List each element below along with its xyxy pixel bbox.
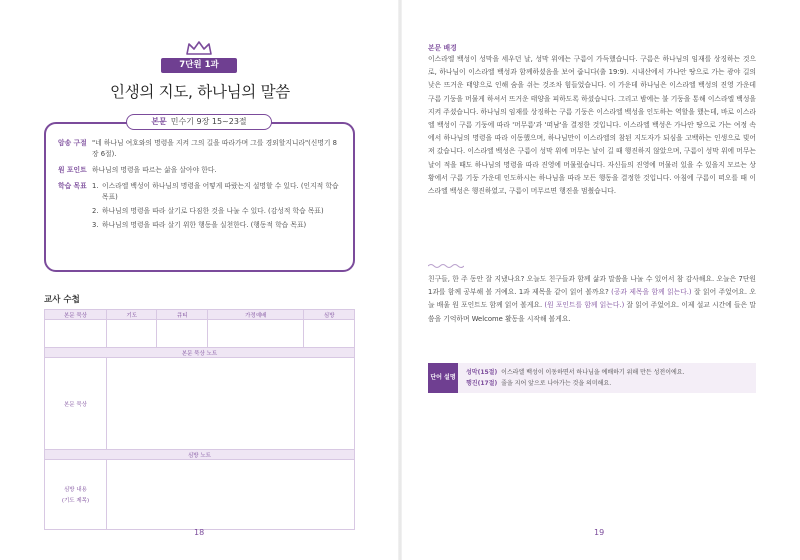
meditation-note-row: [45, 358, 355, 450]
teacher-training-table: [44, 309, 355, 530]
checklist-cell[interactable]: [45, 320, 107, 348]
instruction-note: (공과 제목을 함께 읽는다.): [611, 288, 692, 297]
meditation-section-row: [45, 348, 355, 358]
main-point-row: [58, 165, 341, 176]
goal-item: 1. 이스라엘 백성이 하나님의 명령을 어떻게 따랐는지 설명할 수 있다. (인지적 학습 목표): [92, 182, 339, 201]
vocabulary-item: 행진(17절) 줄을 지어 앞으로 나아가는 것을 의미해요.: [466, 380, 612, 387]
column-header: 심방: [304, 310, 355, 320]
visit-note-area[interactable]: [107, 460, 355, 530]
wave-divider-icon: [428, 263, 464, 269]
column-header: 본문 묵상: [45, 310, 107, 320]
vocabulary-box: [428, 363, 756, 393]
column-header: 기도: [107, 310, 157, 320]
meditation-section-header: 본문 묵상 노트: [45, 348, 355, 358]
memory-verse-label: 암송 구절: [58, 139, 87, 147]
vocabulary-label: 단어 설명: [428, 363, 458, 393]
visit-row-label: 심방 내용 (기도 제목): [45, 460, 107, 530]
learning-goals-row: [58, 181, 341, 231]
unit-tag: 7단원 1과: [161, 58, 237, 73]
scripture-label: 본문: [151, 117, 167, 126]
scripture-reference: [126, 114, 272, 130]
learning-goals-list: [92, 181, 341, 231]
goal-item: 3. 하나님의 명령을 따라 살기 위한 행동을 실천한다. (행동적 학습 목표): [92, 221, 307, 229]
column-header: 가정예배: [207, 310, 304, 320]
checklist-cell[interactable]: [107, 320, 157, 348]
page-number: 19: [594, 528, 605, 537]
lesson-info-box: [44, 122, 355, 272]
checklist-cell[interactable]: [304, 320, 355, 348]
meditation-row-label: 본문 묵상: [45, 358, 107, 450]
page-number: 18: [194, 528, 205, 537]
column-header: 큐티: [157, 310, 207, 320]
visit-section-row: [45, 450, 355, 460]
meditation-note-area[interactable]: [107, 358, 355, 450]
table-header-row: [45, 310, 355, 320]
memory-verse-text: "네 하나님 여호와의 명령을 지켜 그의 길을 따라가며 그를 경외할지니라"(신명기 8장 6절).: [92, 139, 337, 158]
learning-goals-label: 학습 목표: [58, 182, 87, 190]
memory-verse-row: [58, 138, 341, 160]
checklist-cell[interactable]: [157, 320, 207, 348]
goal-item: 2. 하나님의 명령을 따라 살기로 다짐한 것을 나눌 수 있다. (감성적 학습 목표): [92, 207, 324, 215]
main-point-label: 원 포인트: [58, 166, 87, 174]
background-paragraph: 이스라엘 백성이 성막을 세우던 날, 성막 위에는 구름이 가득했습니다. 구름은 하나님의 임재를 상징하는 것으로, 하나님이 이스라엘 백성과 함께하셨음을 보여 줍니다(출 19:9). 시내산에서 가나안 땅으로 가는 광야 길의 낮은 뜨거운 태양으로 인해 숨을 쉬는 것조차 힘들었습니다. 이 가운데 하나님은 이스라엘 백성의 진영 가운데 구름 기둥을 머물게 하셔서 뜨거운 태양을 피하도록 하셨습니다. 그리고 밤에는 불 기둥을 통해 이스라엘 백성을 지켜 주셨습니다. 하나님의 임재를 상징하는 구름 기둥은 이스라엘 백성을 인도하는 역할을 했는데, 바로 이스라엘 백성이 구름 기둥에 따라 '머무름'과 '떠남'을 결정한 것입니다. 이스라엘 백성은 가나안 땅으로 가는 여정 속에서 하나님의 명령을 따라 이동했으며, 하나님만이 이스라엘의 참된 지도자가 되심을 고백하는 인생으로 빚어져 갔습니다. 이스라엘 백성은 구름이 성막 위에 머무는 날이 길 때 행진하지 않았으며, 구름이 성막 위에 머무는 날이 적을 때도 하나님의 명령을 따라 진영에 머물렀습니다. 자신들의 진영에 머물러 있을 수 있을지 모르는 상황에서 구름 기둥 가운데 인도하시는 하나님을 따라 모든 행동을 결정한 것입니다. 아침에 구름이 떠오를 때 이스라엘 백성은 행진하였고, 구름이 머무르면 행진을 멈췄습니다.: [428, 55, 756, 196]
instruction-note: (원 포인트를 함께 읽는다.): [544, 301, 625, 310]
lesson-title: 인생의 지도, 하나님의 말씀: [110, 83, 290, 101]
main-point-text: 하나님의 명령을 따르는 삶을 살아야 한다.: [92, 166, 217, 174]
crown-icon: [185, 40, 213, 56]
visit-section-header: 심방 노트: [45, 450, 355, 460]
visit-note-row: [45, 460, 355, 530]
background-label: 본문 배경: [428, 44, 457, 52]
teacher-training-title: 교사 수첩: [44, 295, 80, 305]
checklist-row: [45, 320, 355, 348]
intro-paragraph: 친구들, 한 주 동안 잘 지냈나요? 오늘도 친구들과 함께 삶과 말씀을 나눌 수 있어서 참 감사해요. 오늘은 7단원 1과를 함께 공부해 볼 거예요. 1과 제목을 같이 읽어 볼까요? (공과 제목을 함께 읽는다.) 잘 읽어 주었어요. 오늘 배울 원 포인트도 함께 읽어 볼게요. (원 포인트를 함께 읽는다.) 잘 읽어 주었어요. 이제 설교 시간에 들은 말씀을 기억하며 Welcome 활동을 시작해 볼게요.: [428, 275, 756, 323]
scripture-ref: 민수기 9장 15~23절: [170, 117, 247, 126]
vocabulary-item: 성막(15절) 이스라엘 백성이 이동하면서 하나님을 예배하기 위해 만든 성전이에요.: [466, 369, 685, 376]
checklist-cell[interactable]: [207, 320, 304, 348]
vocabulary-list: [458, 367, 685, 389]
